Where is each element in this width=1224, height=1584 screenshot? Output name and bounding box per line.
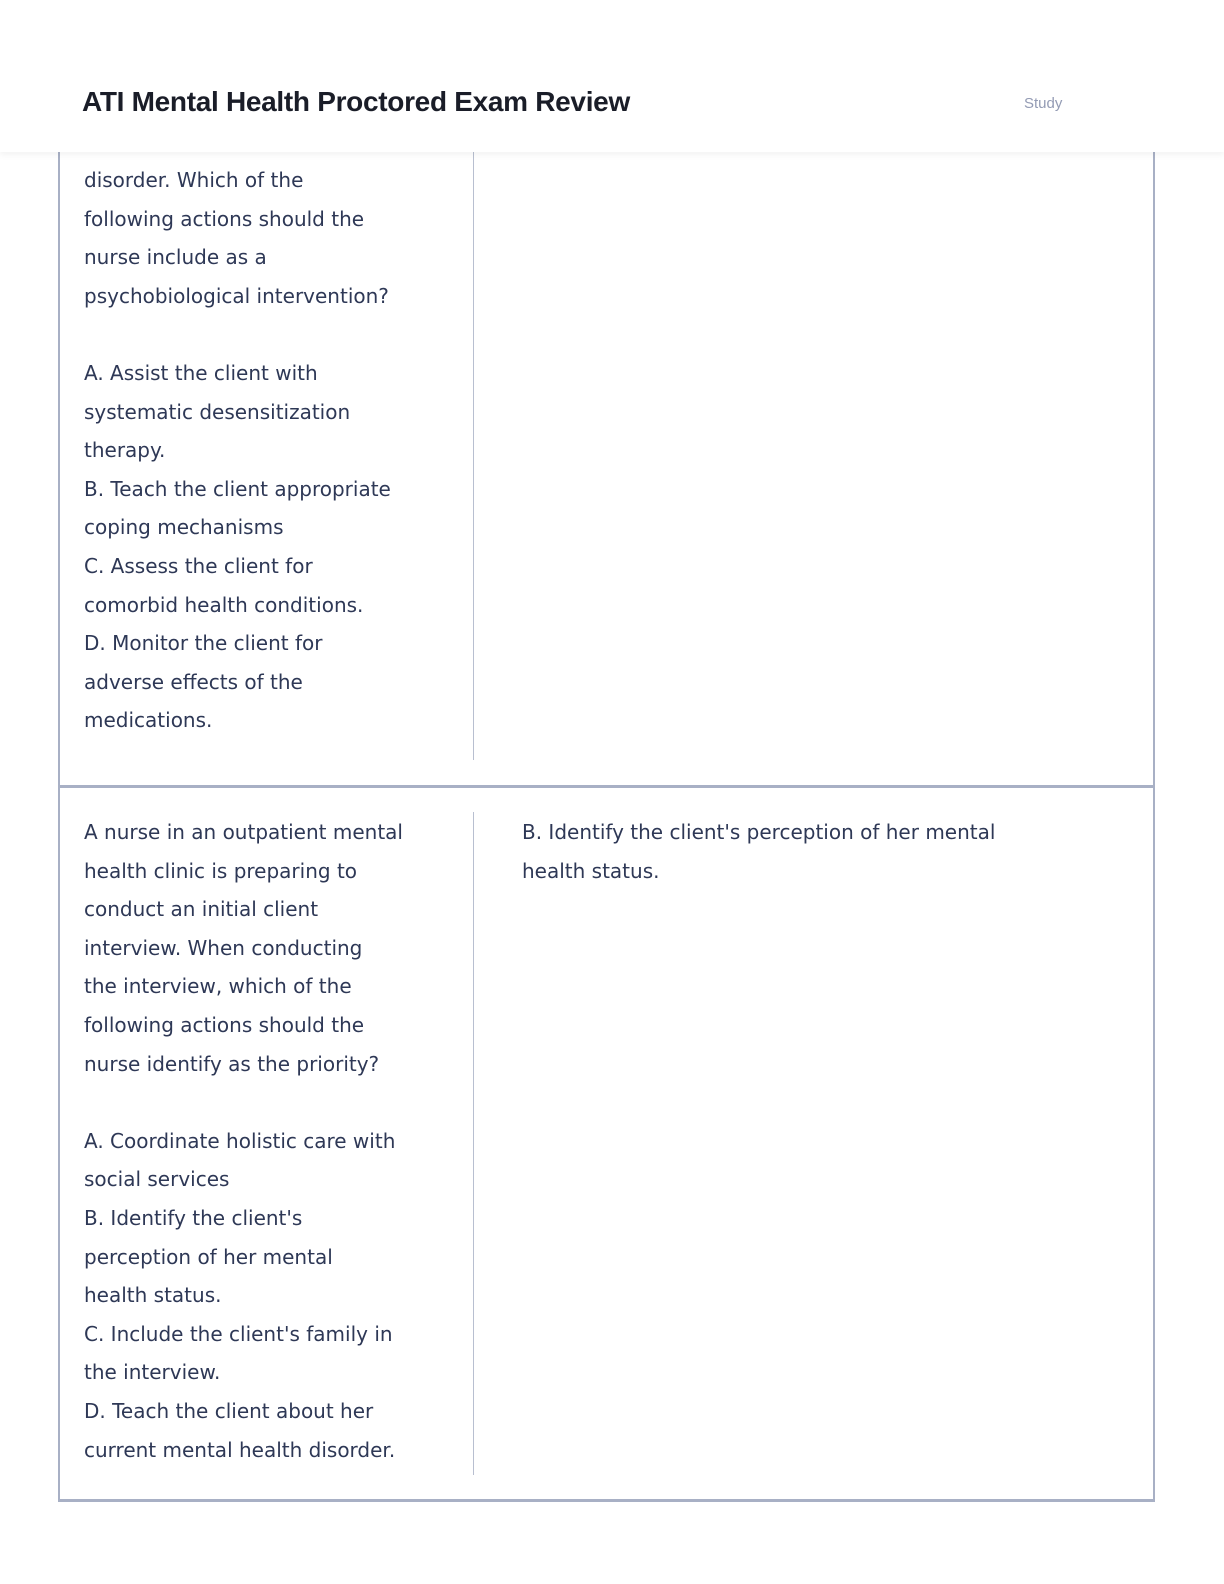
term-text: A nurse in an outpatient mental health clinic is preparing to conduct an initial client interview. When conducting the interview, which of the following actions should the nurse identify as the priority? A. Coordinate holistic care with social services B. Identify the client's perception of her mental health status. C. Include the client's family in the interview. D. Teach the client about her current mental health disorder. xyxy=(84,820,403,1462)
flashcard-row xyxy=(58,788,1155,1502)
column-divider xyxy=(473,812,474,1475)
page-header xyxy=(0,0,1224,152)
flashcard-row xyxy=(58,140,1155,788)
column-divider xyxy=(473,152,474,760)
term-text: disorder. Which of the following actions should the nurse include as a psychobiological intervention? A. Assist the client with systematic desensitization therapy. B. Teach the client appropriate coping mechanisms C. Assess the client for comorbid health conditions. D. Monitor the client for adverse effects of the medications. xyxy=(84,168,391,733)
study-label[interactable]: Study xyxy=(1024,95,1063,112)
definition-text: B. Identify the client's perception of her mental health status. xyxy=(522,820,996,883)
set-title: ATI Mental Health Proctored Exam Review xyxy=(82,86,630,117)
